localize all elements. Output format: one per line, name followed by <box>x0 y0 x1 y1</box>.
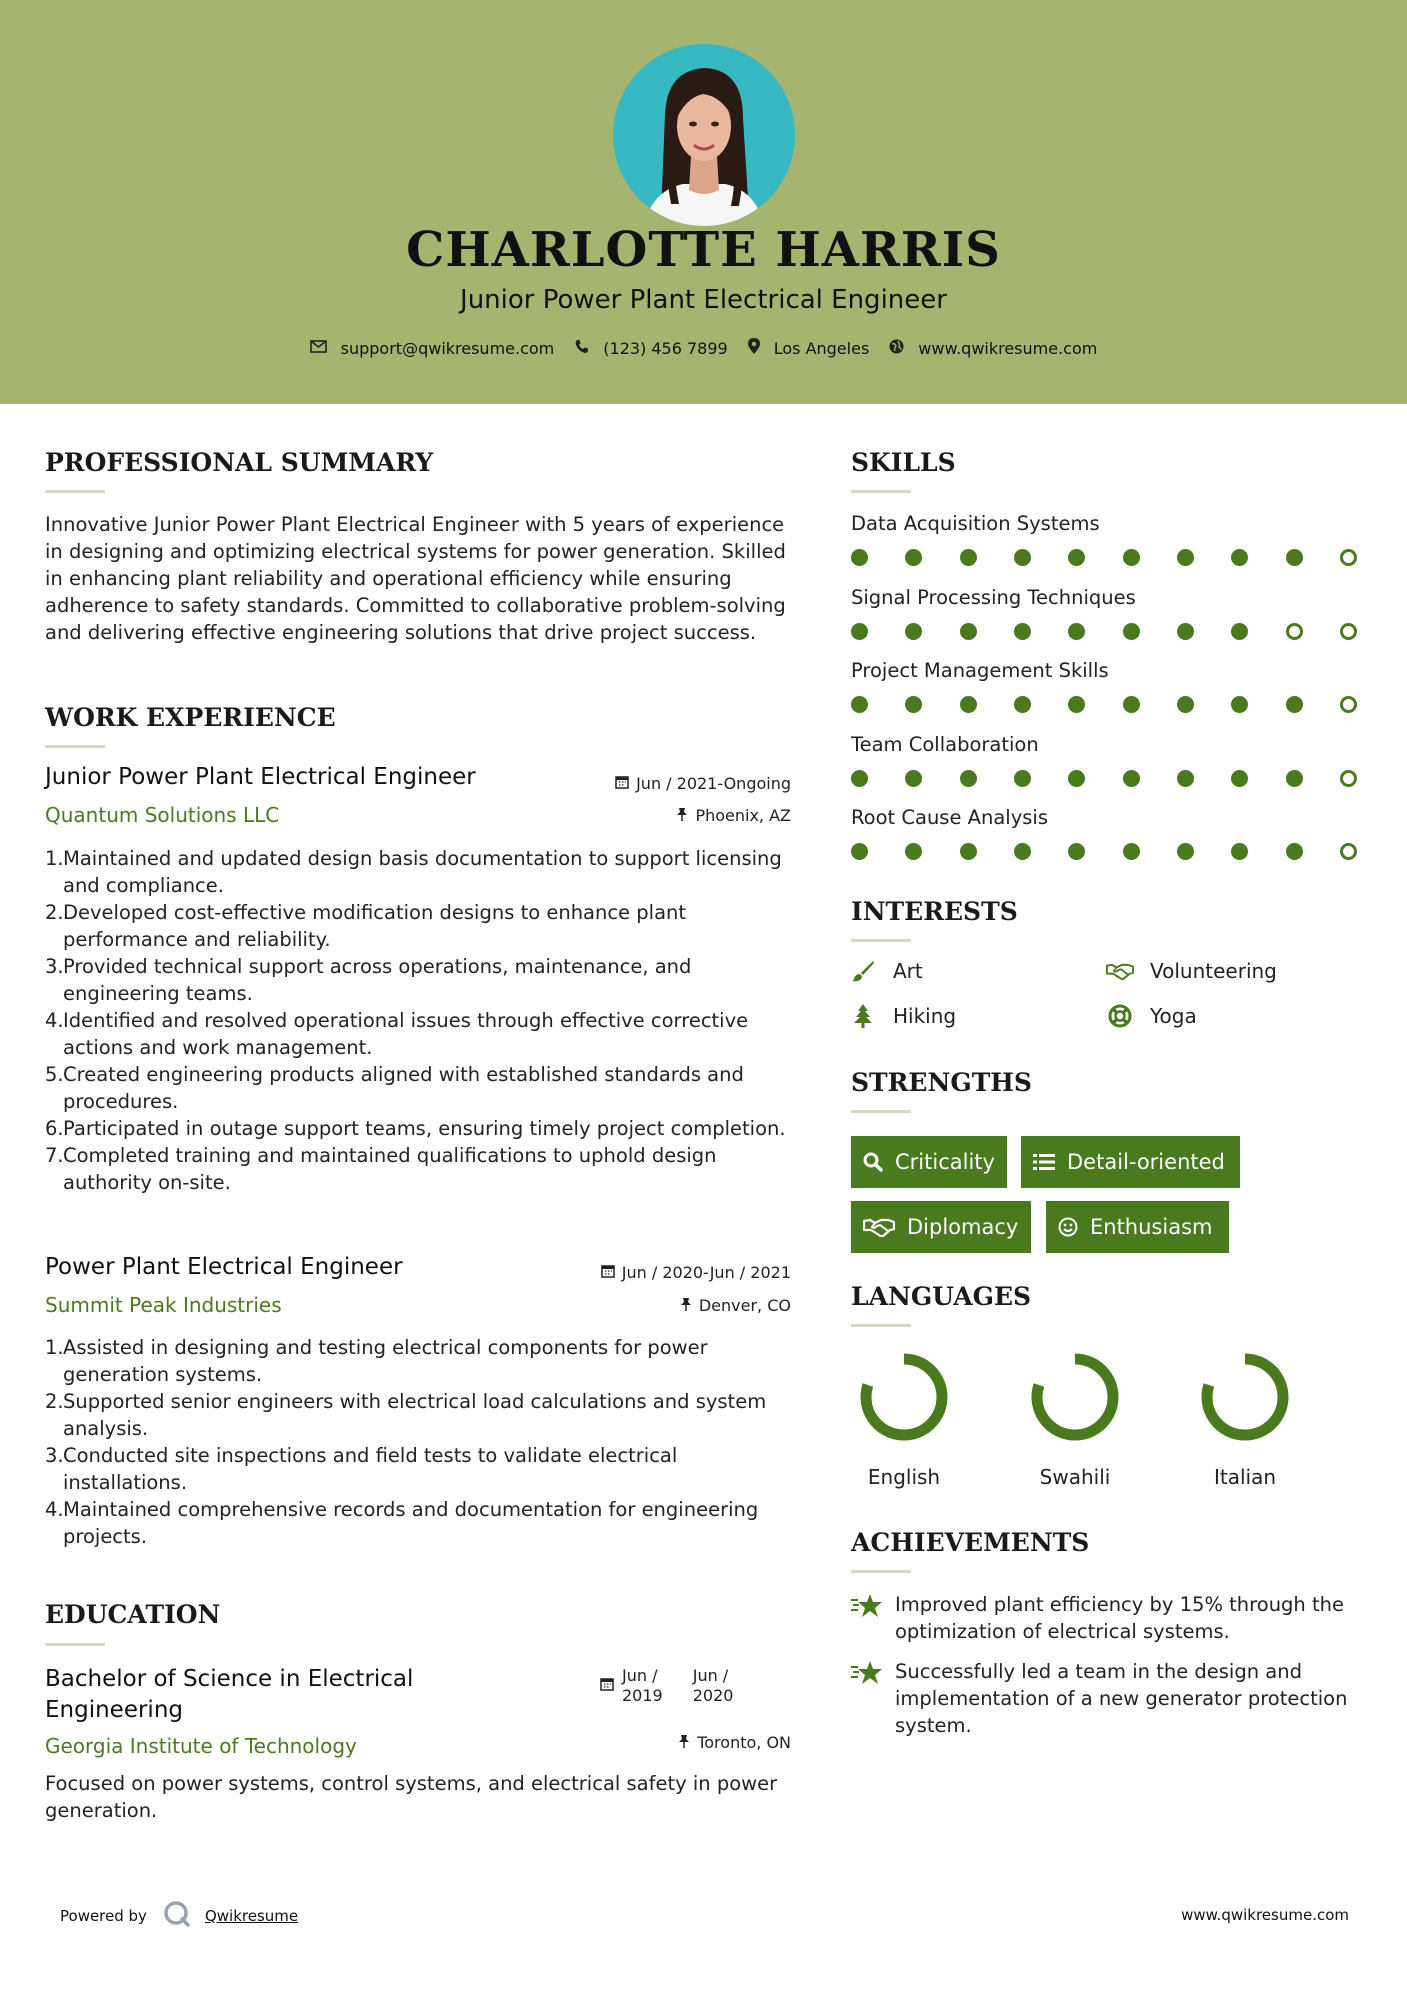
summary-heading: PROFESSIONAL SUMMARY <box>45 448 434 477</box>
rating-dot-filled <box>1014 770 1031 787</box>
skills-divider <box>851 490 911 493</box>
interest-label: Yoga <box>1150 1004 1197 1028</box>
rating-dot-filled <box>1014 696 1031 713</box>
search-icon <box>863 1152 883 1172</box>
star-icon <box>850 1591 886 1645</box>
rating-dot-filled <box>905 843 922 860</box>
contact-phone[interactable] <box>574 339 727 358</box>
pushpin-icon <box>678 1734 690 1752</box>
skill-rating <box>851 843 1357 860</box>
job-dates-text: Jun / 2020-Jun / 2021 <box>621 1263 791 1282</box>
rating-dot-filled <box>1231 696 1248 713</box>
rating-dot-filled <box>1177 549 1194 566</box>
rating-dot-empty <box>1340 843 1357 860</box>
globe-icon <box>889 339 904 358</box>
language-level-arc <box>1207 1359 1283 1435</box>
calendar-icon <box>601 1264 615 1282</box>
rating-dot-filled <box>1123 770 1140 787</box>
calendar-icon <box>600 1666 614 1706</box>
degree-line-1: Bachelor of Science in Electrical <box>45 1666 414 1692</box>
rating-dot-filled <box>905 623 922 640</box>
rating-dot-filled <box>851 770 868 787</box>
interest-label: Volunteering <box>1150 959 1277 983</box>
company-name: Summit Peak Industries <box>45 1293 282 1317</box>
footer-powered-by <box>60 1900 298 1932</box>
rating-dot-filled <box>960 623 977 640</box>
rating-dot-filled <box>1231 770 1248 787</box>
list-item: 1. Assisted in designing and testing electrical components for power generation systems. <box>45 1336 708 1386</box>
job-responsibilities <box>45 845 797 1196</box>
profile-photo-illustration <box>613 44 795 226</box>
life-ring-icon <box>1106 1004 1134 1028</box>
language-level-arc <box>1037 1359 1113 1435</box>
list-item: 2. Supported senior engineers with electrical load calculations and system analysis. <box>45 1390 767 1440</box>
map-marker-icon <box>748 338 760 358</box>
footer-website[interactable]: www.qwikresume.com <box>1181 1906 1349 1924</box>
contact-bar <box>0 338 1407 358</box>
rating-dot-filled <box>1068 549 1085 566</box>
interest-volunteering <box>1106 959 1277 983</box>
rating-dot-filled <box>905 770 922 787</box>
rating-dot-filled <box>1177 843 1194 860</box>
achievement-item <box>850 1658 1350 1739</box>
language-label: Italian <box>1213 1465 1277 1489</box>
interest-yoga <box>1106 1004 1197 1028</box>
contact-phone-text: (123) 456 7899 <box>603 338 728 358</box>
education-description: Focused on power systems, control systems, and electrical safety in power generation. <box>45 1772 778 1822</box>
rating-dot-empty <box>1286 623 1303 640</box>
experience-heading: WORK EXPERIENCE <box>45 703 336 732</box>
job-location <box>676 806 791 825</box>
skill-rating <box>851 623 1357 640</box>
skills-heading: SKILLS <box>851 448 956 477</box>
skill-name: Team Collaboration <box>851 732 1039 756</box>
contact-email-text: support@qwikresume.com <box>340 338 555 358</box>
school-name: Georgia Institute of Technology <box>45 1734 357 1758</box>
powered-by-text: Powered by <box>60 1907 147 1925</box>
qwikresume-link[interactable]: Qwikresume <box>204 1907 299 1925</box>
rating-dot-filled <box>1231 843 1248 860</box>
strength-chip <box>851 1201 1031 1253</box>
education-start: Jun / 2019 <box>622 1666 663 1705</box>
skill-rating <box>851 549 1357 566</box>
rating-dot-filled <box>960 843 977 860</box>
strength-label: Detail-oriented <box>1067 1150 1225 1174</box>
education-location-text: Toronto, ON <box>697 1733 791 1752</box>
contact-website[interactable] <box>889 339 1097 358</box>
list-item: 1. Maintained and updated design basis documentation to support licensing and compliance. <box>45 847 782 897</box>
job-location-text: Phoenix, AZ <box>695 806 791 825</box>
rating-dot-empty <box>1340 696 1357 713</box>
strengths-divider <box>851 1110 911 1113</box>
interest-label: Hiking <box>893 1004 957 1028</box>
interest-art <box>849 959 923 983</box>
skill-name: Project Management Skills <box>851 659 1109 682</box>
list-item: 5. Created engineering products aligned with established standards and procedures. <box>45 1063 744 1113</box>
summary-text: Innovative Junior Power Plant Electrical Engineer with 5 years of experience in designing and optimizing electrical systems for power generation. Skilled in enhancing plant reliability and operational efficiency while ensuring adherence to safety standards. Committed to collaborative problem-solving and delivering effective engineering solutions that drive project success. <box>45 513 786 644</box>
list-item: 4. Identified and resolved operational issues through effective corrective actions and work management. <box>45 1009 749 1059</box>
rating-dot-filled <box>1014 623 1031 640</box>
job-location-text: Denver, CO <box>698 1296 791 1315</box>
list-item: 4. Maintained comprehensive records and documentation for engineering projects. <box>45 1498 759 1548</box>
rating-dot-filled <box>1068 696 1085 713</box>
rating-dot-filled <box>905 549 922 566</box>
rating-dot-filled <box>1177 770 1194 787</box>
strengths-heading: STRENGTHS <box>851 1068 1032 1097</box>
job-title: Junior Power Plant Electrical Engineer <box>45 764 476 790</box>
job-title: Power Plant Electrical Engineer <box>45 1254 403 1280</box>
interest-label: Art <box>893 959 923 983</box>
interests-heading: INTERESTS <box>851 897 1018 926</box>
rating-dot-filled <box>1286 843 1303 860</box>
job-dates-text: Jun / 2021-Ongoing <box>636 774 791 793</box>
handshake-icon <box>1106 959 1134 983</box>
rating-dot-filled <box>1068 843 1085 860</box>
rating-dot-filled <box>1123 549 1140 566</box>
rating-dot-filled <box>960 549 977 566</box>
rating-dot-filled <box>1286 696 1303 713</box>
achievements-heading: ACHIEVEMENTS <box>851 1528 1090 1557</box>
rating-dot-filled <box>1123 843 1140 860</box>
rating-dot-filled <box>851 696 868 713</box>
job-location <box>680 1296 791 1315</box>
contact-location-text: Los Angeles <box>773 338 870 358</box>
summary-divider <box>45 490 105 493</box>
company-name: Quantum Solutions LLC <box>45 803 280 827</box>
rating-dot-filled <box>1177 623 1194 640</box>
list-item: 7. Completed training and maintained qualifications to uphold design authority on-site. <box>45 1144 717 1194</box>
language-level-ring <box>1200 1352 1290 1442</box>
profile-photo <box>613 44 795 226</box>
rating-dot-filled <box>1286 549 1303 566</box>
achievement-item <box>850 1591 1350 1645</box>
rating-dot-filled <box>1231 623 1248 640</box>
rating-dot-empty <box>1340 623 1357 640</box>
rating-dot-filled <box>1068 770 1085 787</box>
language-level-ring <box>859 1352 949 1442</box>
skill-name: Root Cause Analysis <box>851 806 1048 829</box>
rating-dot-filled <box>1177 696 1194 713</box>
star-icon <box>850 1658 886 1739</box>
rating-dot-filled <box>1014 549 1031 566</box>
qwikresume-logo-icon <box>163 1900 191 1932</box>
envelope-icon <box>310 339 327 357</box>
strength-chip <box>1046 1201 1229 1253</box>
list-item: 2. Developed cost-effective modification designs to enhance plant performance and reliability. <box>45 901 687 951</box>
education-location <box>678 1733 791 1752</box>
rating-dot-filled <box>1231 549 1248 566</box>
strength-chip <box>851 1136 1007 1188</box>
job-responsibilities <box>45 1334 797 1550</box>
pushpin-icon <box>680 1297 692 1315</box>
calendar-icon <box>615 775 629 793</box>
rating-dot-filled <box>851 623 868 640</box>
rating-dot-filled <box>960 696 977 713</box>
education-divider <box>45 1643 105 1646</box>
strength-label: Enthusiasm <box>1090 1215 1213 1239</box>
skill-name: Data Acquisition Systems <box>851 512 1100 535</box>
degree-line-2: Engineering <box>45 1697 183 1723</box>
interest-hiking <box>849 1004 956 1028</box>
education-heading: EDUCATION <box>45 1600 221 1629</box>
candidate-title: Junior Power Plant Electrical Engineer <box>460 285 947 315</box>
strength-label: Criticality <box>895 1150 995 1174</box>
tree-icon <box>849 1004 877 1028</box>
rating-dot-empty <box>1340 770 1357 787</box>
rating-dot-filled <box>851 549 868 566</box>
job-dates <box>601 1263 791 1282</box>
list-icon <box>1033 1153 1055 1171</box>
contact-location <box>748 338 870 358</box>
language-level-ring <box>1030 1352 1120 1442</box>
strength-label: Diplomacy <box>907 1215 1019 1239</box>
rating-dot-filled <box>1068 623 1085 640</box>
language-level-arc <box>866 1359 942 1435</box>
languages-divider <box>851 1324 911 1327</box>
degree-title <box>45 1664 413 1726</box>
achievements-divider <box>851 1570 911 1573</box>
education-end: Jun / 2020 <box>692 1666 734 1705</box>
rating-dot-filled <box>1014 843 1031 860</box>
list-item: 6. Participated in outage support teams, ensuring timely project completion. <box>45 1117 786 1140</box>
candidate-name: CHARLOTTE HARRIS <box>406 222 1001 278</box>
skill-name: Signal Processing Techniques <box>851 585 1136 609</box>
interests-divider <box>851 939 911 942</box>
skill-rating <box>851 696 1357 713</box>
resume-header <box>0 0 1407 404</box>
list-item: 3. Provided technical support across operations, maintenance, and engineering teams. <box>45 955 692 1005</box>
job-dates <box>615 774 791 793</box>
experience-divider <box>45 745 105 748</box>
smile-icon <box>1058 1217 1078 1237</box>
achievement-text: Improved plant efficiency by 15% through the optimization of electrical systems. <box>895 1593 1344 1643</box>
language-label: English <box>867 1465 941 1489</box>
education-dates <box>600 1666 733 1706</box>
phone-icon <box>574 339 589 358</box>
skill-rating <box>851 770 1357 787</box>
rating-dot-filled <box>960 770 977 787</box>
rating-dot-filled <box>851 843 868 860</box>
achievement-text: Successfully led a team in the design and implementation of a new generator protection system. <box>895 1660 1348 1737</box>
rating-dot-filled <box>1123 696 1140 713</box>
strength-chip <box>1021 1136 1240 1188</box>
rating-dot-filled <box>1123 623 1140 640</box>
language-label: Swahili <box>1039 1465 1111 1489</box>
handshake-icon <box>863 1217 895 1237</box>
contact-email[interactable] <box>310 339 555 358</box>
rating-dot-filled <box>1286 770 1303 787</box>
contact-website-text: www.qwikresume.com <box>918 338 1098 358</box>
rating-dot-filled <box>905 696 922 713</box>
paintbrush-icon <box>849 959 877 983</box>
rating-dot-empty <box>1340 549 1357 566</box>
pushpin-icon <box>676 807 688 825</box>
languages-heading: LANGUAGES <box>851 1282 1032 1311</box>
list-item: 3. Conducted site inspections and field tests to validate electrical installations. <box>45 1444 678 1494</box>
